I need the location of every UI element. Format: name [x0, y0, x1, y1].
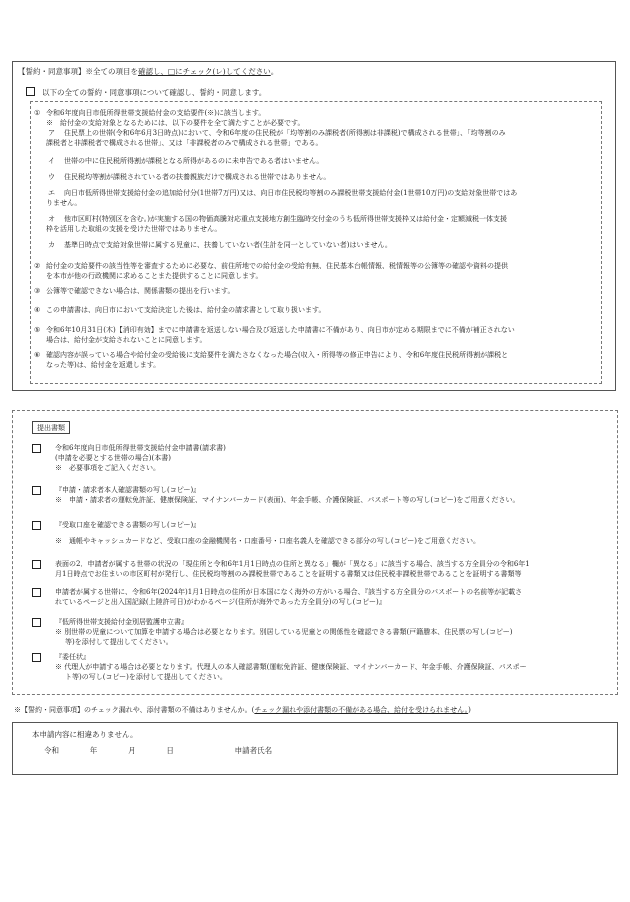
doc-passport: 申請者が属する世帯に、令和6年(2024年)1月1日時点の住所が日本国になく海外の方がいる場合、『該当する方全員分のパスポートの名前等が記載さ れているページと出入国記録(上陸許可日)がわかるページ(住所が海外であった方全員分)の写し(コピー)』 [55, 588, 523, 607]
condition-i: イ 世帯の中に住民税所得割が課税となる所得があるのに未申告である者はいません。 [48, 157, 324, 165]
condition-ka: カ 基準日時点で支給対象世帯に属する児童に、扶養していない者(生計を同一としていない者)はいません。 [48, 241, 392, 249]
doc-bank: 『受取口座を確認できる書類の写し(コピー)』 ※ 通帳やキャッシュカードなど、受取口座の金融機関名・口座番号・口座名義人を確認できる部分の写し(コピー)をご用意ください。 [55, 521, 481, 546]
condition-a-cont: 課税者と非課税者で構成される世帯」、又は「非課税者のみで構成される世帯」である。 [46, 139, 323, 147]
consent-item: ③ 公簿等で確認できない場合は、関係書類の提出を行います。 [34, 287, 235, 295]
doc-separate: 『低所得世帯支援給付金別居監護申立書』 ※ 別世帯の児童について加算を申請する場合は必要となります。別居している児童との関係性を確認できる書類(戸籍謄本、住民票の写し(コピー) 等)を添付して提出してください。 [55, 618, 513, 647]
agree-all-checkbox[interactable] [26, 87, 35, 96]
doc-id: 『申請・請求者本人確認書類の写し(コピー)』 ※ 申請・請求者の運転免許証、健康保険証、マイナンバーカード(表面)、年金手帳、介護保険証、パスポート等の写し(コピー)をご用意ください。 [55, 486, 520, 505]
consent-title: 【誓約・同意事項】※全ての項目を確認し、□にチェック(レ)してください。 [18, 67, 279, 76]
era-label: 令和 [44, 746, 59, 755]
doc-checkbox-bank[interactable] [32, 521, 41, 530]
condition-a: ア 住民票上の世帯(令和6年6月3日時点)において、令和6年度の住民税が「均等割のみ課税者(所得割は非課税)で構成される世帯」、「均等割のみ [48, 129, 506, 137]
condition-o: オ 他市区町村(特別区を含む。)が実施する国の物価高騰対応重点支援地方創生臨時交付金のうち低所得世帯支援枠又は給付金・定額減税一体支援 [48, 215, 507, 223]
year-field[interactable]: 年 [89, 746, 98, 755]
consent-item: ① 令和6年度向日市低所得世帯支援給付金の支給要件(※)に該当します。 [34, 109, 266, 117]
doc-checkbox-application[interactable] [32, 444, 41, 453]
condition-u: ウ 住民税均等割が課税されている者の扶養親族だけで構成される世帯ではありません。 [48, 173, 331, 181]
applicant-name-field[interactable]: 申請者氏名 [234, 746, 273, 755]
signature-row [44, 746, 272, 757]
doc-checkbox-certificate[interactable] [32, 560, 41, 569]
consent-item: ④ この申請書は、向日市において支給決定した後は、給付金の請求書として取り扱います。 [34, 306, 326, 314]
doc-application: 令和6年度向日市低所得世帯支援給付金申請書(請求書) (申請を必要とする世帯の場合)(本書) ※ 必要事項をご記入ください。 [55, 444, 226, 473]
day-field[interactable]: 日 [166, 746, 174, 755]
doc-checkbox-id[interactable] [32, 486, 41, 495]
doc-certificate: 表面の2．申請者が属する世帯の状況の「現住所と令和6年1月1日時点の住所と異なる」欄が「異なる」に該当する場合、該当する方全員分の令和6年1 月1日時点でお住まいの市区町村が発行し、住民税均等割のみ課税世帯であることを証明する書類又は住民税非課税世帯であることを証明する書類等 [55, 560, 530, 579]
condition-o-cont: 枠を活用した取組の支援を受けた世帯ではありません。 [46, 225, 222, 233]
checklist-notice: ※【誓約・同意事項】のチェック漏れや、添付書類の不備はありませんか。(チェック漏れや添付書類の不備がある場合、給付を受けられません。) [14, 706, 471, 714]
consent-item: ② 給付金の支給要件の該当性等を審査するために必要な、前住所地での給付金の受給有無、住民基本台帳情報、税情報等の公簿等の確認や資料の提供 を本市が他の行政機関に求めることまた提供することに同意します。 [34, 262, 508, 281]
month-field[interactable]: 月 [128, 746, 136, 755]
doc-proxy: 『委任状』 ※ 代理人が申請する場合は必要となります。代理人の本人確認書類(運転免許証、健康保険証、マイナンバーカード、年金手帳、介護保険証、パスポー ト等)の写し(コピー)を添付して提出してください。 [55, 653, 527, 682]
doc-checkbox-separate[interactable] [32, 618, 41, 627]
doc-checkbox-proxy[interactable] [32, 653, 41, 662]
consent-item: ⑤ 令和6年10月31日(木)【消印有効】までに申請書を返送しない場合及び返送した申請書に不備があり、向日市が定める期限までに不備が補正されない 場合は、給付金が支給されないことに同意します。 [34, 326, 515, 345]
doc-checkbox-passport[interactable] [32, 588, 41, 597]
confirmation-text: 本申請内容に相違ありません。 [32, 730, 138, 739]
agree-all-label: 以下の全ての誓約・同意事項について確認し、誓約・同意します。 [42, 88, 267, 97]
condition-e-cont: りません。 [46, 199, 82, 207]
condition-e: エ 向日市低所得世帯支援給付金の追加給付分(1世帯7万円)又は、向日市住民税均等割のみ課税世帯支援給付金(1世帯10万円)の支給対象世帯ではあ [48, 189, 518, 197]
consent-item-note: ※ 給付金の支給対象となるためには、以下の要件を全て満たすことが必要です。 [46, 119, 305, 127]
documents-heading: 提出書類 [32, 421, 70, 434]
consent-item: ⑥ 確認内容が誤っている場合や給付金の受給後に支給要件を満たさなくなった場合(収入・所得等の修正申告により、令和6年度住民税所得割が課税と なった等)は、給付金を返還します。 [34, 351, 509, 370]
